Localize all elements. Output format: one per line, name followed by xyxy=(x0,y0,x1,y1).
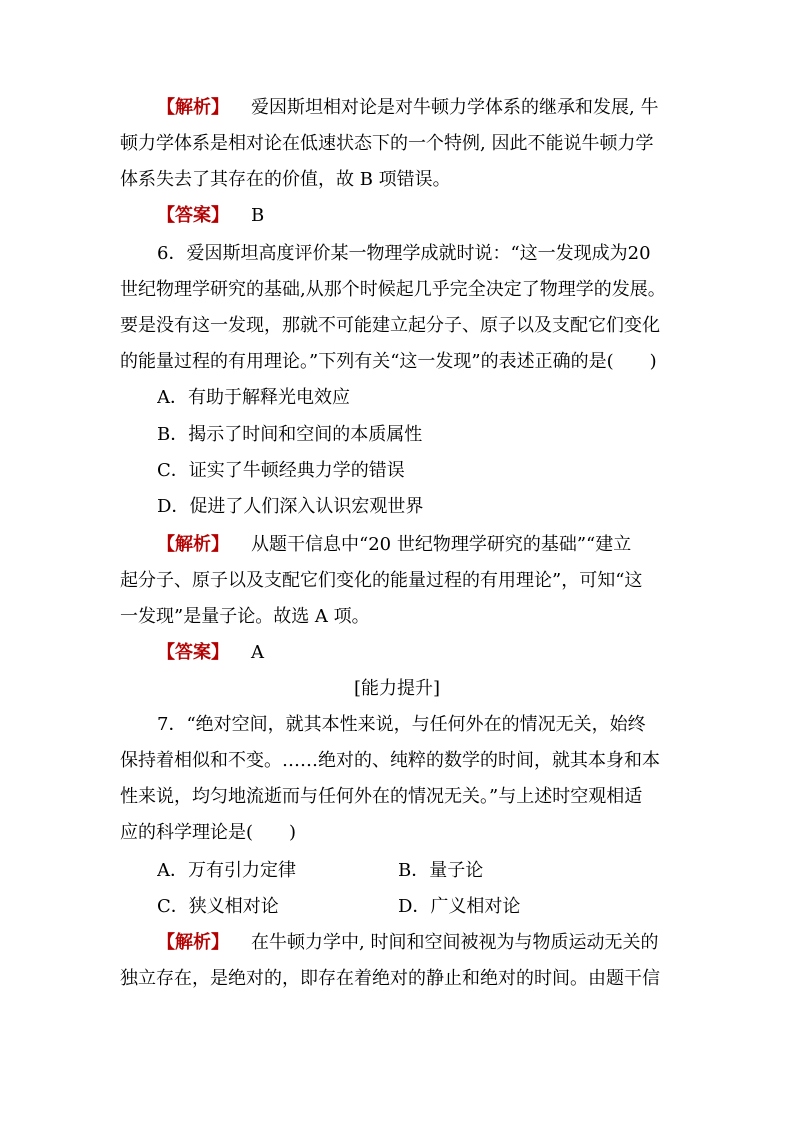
q5-analysis-line-2: 顿力学体系是相对论在低速状态下的一个特例, 因此不能说牛顿力学 xyxy=(120,133,654,154)
q6-stem-line-4: 的能量过程的有用理论。”下列有关“这一发现”的表述正确的是( ) xyxy=(120,351,657,372)
q6-option-c: C．证实了牛顿经典力学的错误 xyxy=(157,460,405,481)
analysis-tag: 【解析】 xyxy=(157,932,229,953)
q6-analysis-line-3: 一发现”是量子论。故选 A 项。 xyxy=(120,606,370,627)
q6-stem-line-3: 要是没有这一发现，那就不可能建立起分子、原子以及支配它们变化 xyxy=(120,315,660,336)
analysis-tag: 【解析】 xyxy=(157,534,229,555)
q5-analysis-text-1: 爱因斯坦相对论是对牛顿力学体系的继承和发展, 牛 xyxy=(251,97,659,118)
q6-option-a: A．有助于解释光电效应 xyxy=(157,387,350,408)
q7-option-d: D．广义相对论 xyxy=(398,896,521,917)
q5-analysis-line-1 xyxy=(157,96,717,120)
q7-analysis-text-1: 在牛顿力学中, 时间和空间被视为与物质运动无关的 xyxy=(251,932,659,953)
q7-stem-line-2: 保持着相似和不变。……绝对的、纯粹的数学的时间，就其本身和本 xyxy=(120,750,660,771)
q6-analysis-line-1 xyxy=(157,533,717,557)
answer-tag: 【答案】 xyxy=(157,642,229,663)
q7-stem-line-3: 性来说，均匀地流逝而与任何外在的情况无关。”与上述时空观相适 xyxy=(120,786,643,807)
q6-analysis-text-1: 从题干信息中“20 世纪物理学研究的基础”“建立 xyxy=(251,534,632,555)
q6-stem-line-2: 世纪物理学研究的基础,从那个时候起几乎完全决定了物理学的发展。 xyxy=(120,279,666,300)
q7-stem-line-4: 应的科学理论是( ) xyxy=(120,822,297,843)
q7-analysis-line-2: 独立存在，是绝对的，即存在着绝对的静止和绝对的时间。由题干信 xyxy=(120,968,660,989)
q6-option-b: B．揭示了时间和空间的本质属性 xyxy=(157,424,423,445)
answer-tag: 【答案】 xyxy=(157,205,229,226)
q7-option-b: B．量子论 xyxy=(398,860,484,881)
q6-option-d: D．促进了人们深入认识宏观世界 xyxy=(157,496,424,517)
q6-answer-value: A xyxy=(251,642,264,663)
q5-answer-line xyxy=(157,204,717,228)
q6-analysis-line-2: 起分子、原子以及支配它们变化的能量过程的有用理论”，可知“这 xyxy=(120,570,643,591)
q7-option-a: A．万有引力定律 xyxy=(157,860,296,881)
section-title: [能力提升] xyxy=(353,678,441,699)
q5-analysis-line-3: 体系失去了其存在的价值，故 B 项错误。 xyxy=(120,169,451,190)
q7-stem-line-1: 7．“绝对空间，就其本性来说，与任何外在的情况无关，始终 xyxy=(157,714,646,735)
q5-answer-value: B xyxy=(251,205,265,226)
q7-option-c: C．狭义相对论 xyxy=(157,896,279,917)
q6-stem-line-1: 6．爱因斯坦高度评价某一物理学成就时说：“这一发现成为20 xyxy=(157,243,651,264)
q6-answer-line xyxy=(157,641,717,665)
analysis-tag: 【解析】 xyxy=(157,97,229,118)
q7-analysis-line-1 xyxy=(157,931,717,955)
